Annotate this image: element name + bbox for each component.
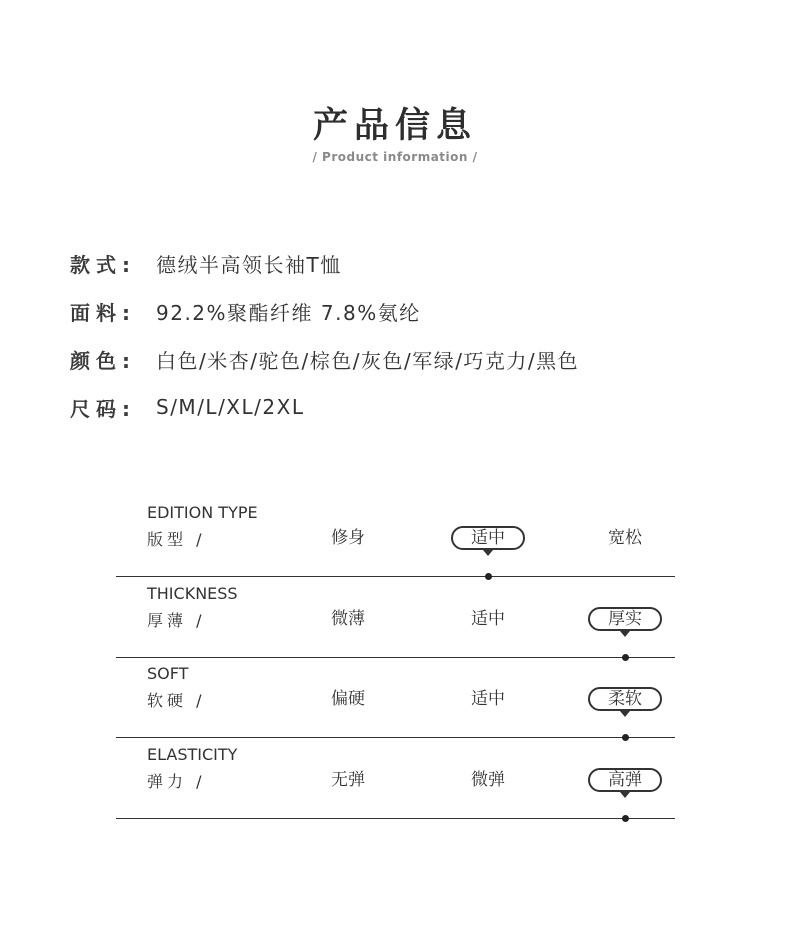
option-1: 偏硬 bbox=[331, 689, 365, 709]
attribute-row-elasticity bbox=[116, 739, 675, 819]
selection-pointer bbox=[620, 631, 630, 637]
option-1: 微薄 bbox=[331, 609, 365, 629]
attribute-name-en: ELASTICITY bbox=[147, 745, 238, 764]
option-3: 高弹 bbox=[588, 768, 662, 792]
option-2: 适中 bbox=[471, 609, 505, 629]
attribute-name-cn: 厚薄 / bbox=[147, 611, 206, 630]
info-label: 颜色: bbox=[70, 348, 136, 373]
divider-line bbox=[116, 818, 675, 819]
page-title: 产品信息 bbox=[312, 106, 477, 146]
option-3: 厚实 bbox=[588, 607, 662, 631]
selection-pointer bbox=[483, 550, 493, 556]
info-row-color bbox=[70, 344, 579, 374]
attribute-name-cn: 弹力 / bbox=[147, 772, 206, 791]
page-subtitle: / Product information / bbox=[312, 150, 478, 164]
info-value: S/M/L/XL/2XL bbox=[156, 395, 305, 419]
divider-line bbox=[116, 737, 675, 738]
attribute-row-thickness bbox=[116, 578, 675, 658]
option-2: 适中 bbox=[451, 526, 525, 550]
attribute-row-edition-type bbox=[116, 497, 675, 577]
option-2: 适中 bbox=[471, 689, 505, 709]
selection-pointer bbox=[620, 792, 630, 798]
attribute-name-en: EDITION TYPE bbox=[147, 503, 258, 522]
selection-dot bbox=[622, 815, 629, 822]
attribute-row-soft bbox=[116, 658, 675, 738]
info-label: 面料: bbox=[70, 300, 136, 325]
info-label: 尺码: bbox=[70, 396, 136, 421]
divider-line bbox=[116, 576, 675, 577]
info-row-style bbox=[70, 248, 342, 278]
attribute-name-cn: 软硬 / bbox=[147, 691, 206, 710]
option-3: 宽松 bbox=[608, 528, 642, 548]
info-value: 92.2%聚酯纤维 7.8%氨纶 bbox=[156, 300, 421, 325]
info-label: 款式: bbox=[70, 252, 136, 277]
info-row-size bbox=[70, 392, 304, 422]
info-row-fabric bbox=[70, 296, 421, 326]
info-value: 德绒半高领长袖T恤 bbox=[156, 252, 342, 277]
option-1: 无弹 bbox=[331, 770, 365, 790]
option-2: 微弹 bbox=[471, 770, 505, 790]
attribute-name-en: THICKNESS bbox=[147, 584, 238, 603]
info-value: 白色/米杏/驼色/棕色/灰色/军绿/巧克力/黑色 bbox=[156, 348, 580, 373]
attribute-name-en: SOFT bbox=[147, 664, 189, 683]
option-1: 修身 bbox=[331, 528, 365, 548]
option-3: 柔软 bbox=[588, 687, 662, 711]
attribute-name-cn: 版型 / bbox=[147, 530, 206, 549]
selection-pointer bbox=[620, 711, 630, 717]
